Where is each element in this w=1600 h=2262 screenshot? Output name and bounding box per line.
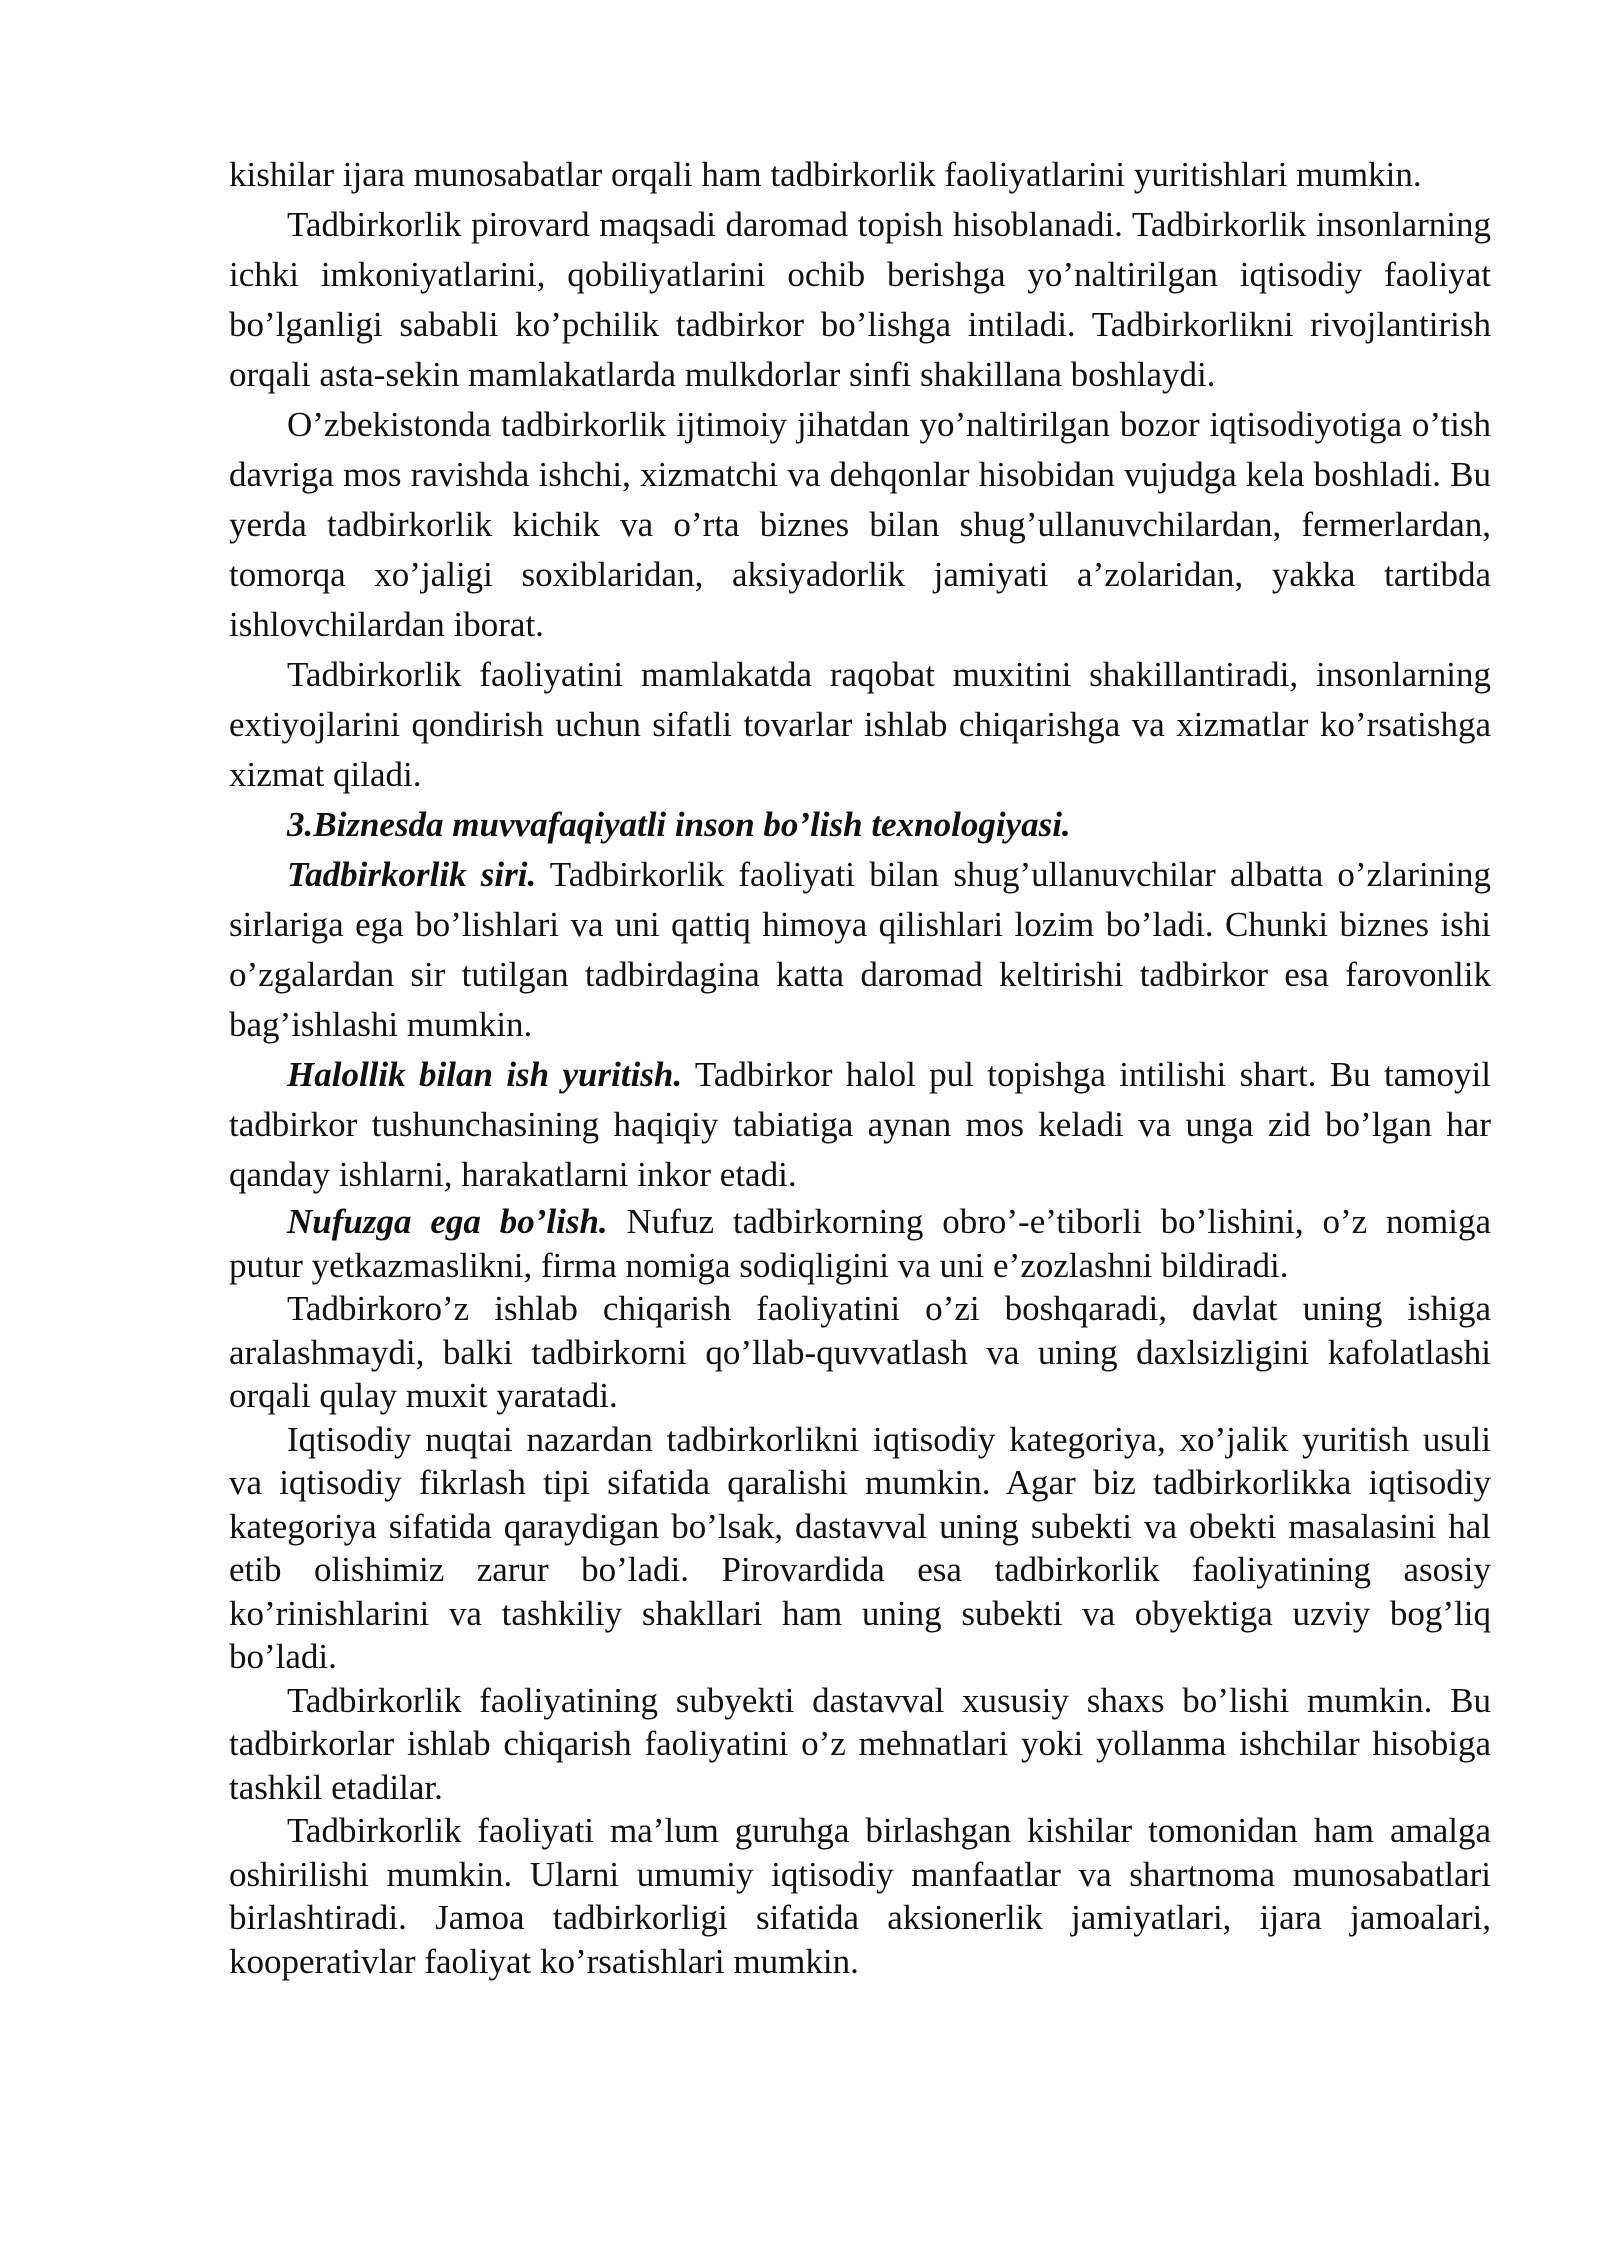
paragraph-text: kishilar ijara munosabatlar orqali ham tadbirkorlik faoliyatlarini yuritishlari mumkin.	[229, 155, 1422, 194]
paragraph-text: Tadbirkorlik pirovard maqsadi daromad topish hisoblanadi. Tadbirkorlik insonlarning ichki imkoniyatlarini, qobiliyatlarini ochib berishga yo’naltirilgan iqtisodiy faoliyat bo’lganligi sababli ko’pchilik tadbirkor bo’lishga intiladi. Tadbirkorlikni rivojlantirish orqali asta-sekin mamlakatlarda mulkdorlar sinfi shakillana boshlaydi.	[229, 205, 1491, 394]
paragraph-lead: Nufuzga ega bo’lish.	[287, 1202, 608, 1241]
paragraph-text: O’zbekistonda tadbirkorlik ijtimoiy jihatdan yo’naltirilgan bozor iqtisodiyotiga o’tish davriga mos ravishda ishchi, xizmatchi va dehqonlar hisobidan vujudga kela boshladi. Bu yerda tadbirkorlik kichik va o’rta biznes bilan shug’ullanuvchilardan, fermerlardan, tomorqa xo’jaligi soxiblaridan, aksiyadorlik jamiyati a’zolaridan, yakka tartibda ishlovchilardan iborat.	[229, 405, 1491, 644]
paragraph-text: Tadbirkoro’z ishlab chiqarish faoliyatini o’zi boshqaradi, davlat uning ishiga aralashmaydi, balki tadbirkorni qo’llab-quvvatlash va uning daxlsizligini kafolatlashi orqali qulay muxit yaratadi.	[229, 1289, 1491, 1415]
paragraph-subject	[229, 1679, 1491, 1810]
paragraph-text: Iqtisodiy nuqtai nazardan tadbirkorlikni iqtisodiy kategoriya, xo’jalik yuritish usuli va iqtisodiy fikrlash tipi sifatida qaralishi mumkin. Agar biz tadbirkorlikka iqtisodiy kategoriya sifatida qaraydigan bo’lsak, dastavval uning subekti va obekti masalasini hal etib olishimiz zarur bo’ladi. Pirovardida esa tadbirkorlik faoliyatining asosiy ko’rinishlarini va tashkiliy shakllari ham uning subekti va obyektiga uzviy bog’liq bo’ladi.	[229, 1419, 1491, 1676]
section-heading-text: 3.Biznesda muvvafaqiyatli inson bo’lish texnologiyasi.	[287, 805, 1071, 844]
paragraph-lead: Halollik bilan ish yuritish.	[287, 1055, 683, 1094]
paragraph-honesty	[229, 1050, 1491, 1200]
paragraph-text: Tadbirkorlik faoliyatining subyekti dastavval xususiy shaxs bo’lishi mumkin. Bu tadbirkorlar ishlab chiqarish faoliyatini o’z mehnatlari yoki yollanma ishchilar hisobiga tashkil etadilar.	[229, 1680, 1491, 1807]
paragraph-economic-view	[229, 1418, 1491, 1679]
paragraph-reputation	[229, 1200, 1491, 1287]
paragraph-text: Nufuz tadbirkorning obro’-e’tiborli bo’lishini, o’z nomiga putur yetkazmaslikni, firma nomiga sodiqligini va uni e’zozlashni bildiradi.	[229, 1202, 1491, 1285]
paragraph-text: Tadbirkorlik faoliyati ma’lum guruhga birlashgan kishilar tomonidan ham amalga oshirilishi mumkin. Ularni umumiy iqtisodiy manfaatlar va shartnoma munosabatlari birlashtiradi. Jamoa tadbirkorligi sifatida aksionerlik jamiyatlari, ijara jamoalari, kooperativlar faoliyat ko’rsatishlari mumkin.	[229, 1811, 1491, 1981]
paragraph-text: Tadbirkor halol pul topishga intilishi shart. Bu tamoyil tadbirkor tushunchasining haqiqiy tabiatiga aynan mos keladi va unga zid bo’lgan har qanday ishlarni, harakatlarni inkor etadi.	[229, 1055, 1491, 1194]
section-heading	[229, 800, 1491, 850]
paragraph-collective	[229, 1809, 1491, 1983]
paragraph-competition	[229, 650, 1491, 800]
document-page	[229, 150, 1491, 1983]
paragraph-secret	[229, 850, 1491, 1050]
paragraph-text: Tadbirkorlik faoliyatini mamlakatda raqobat muxitini shakillantiradi, insonlarning extiyojlarini qondirish uchun sifatli tovarlar ishlab chiqarishga va xizmatlar ko’rsatishga xizmat qiladi.	[229, 655, 1491, 794]
paragraph-uzbekistan	[229, 400, 1491, 650]
paragraph-lead: Tadbirkorlik siri.	[287, 855, 537, 894]
paragraph-self-management	[229, 1287, 1491, 1418]
paragraph-text: Tadbirkorlik faoliyati bilan shug’ullanuvchilar albatta o’zlarining sirlariga ega bo’lishlari va uni qattiq himoya qilishlari lozim bo’ladi. Chunki biznes ishi o’zgalardan sir tutilgan tadbirdagina katta daromad keltirishi tadbirkor esa farovonlik bag’ishlashi mumkin.	[229, 855, 1491, 1044]
paragraph-continuation	[229, 150, 1491, 200]
paragraph-goal	[229, 200, 1491, 400]
